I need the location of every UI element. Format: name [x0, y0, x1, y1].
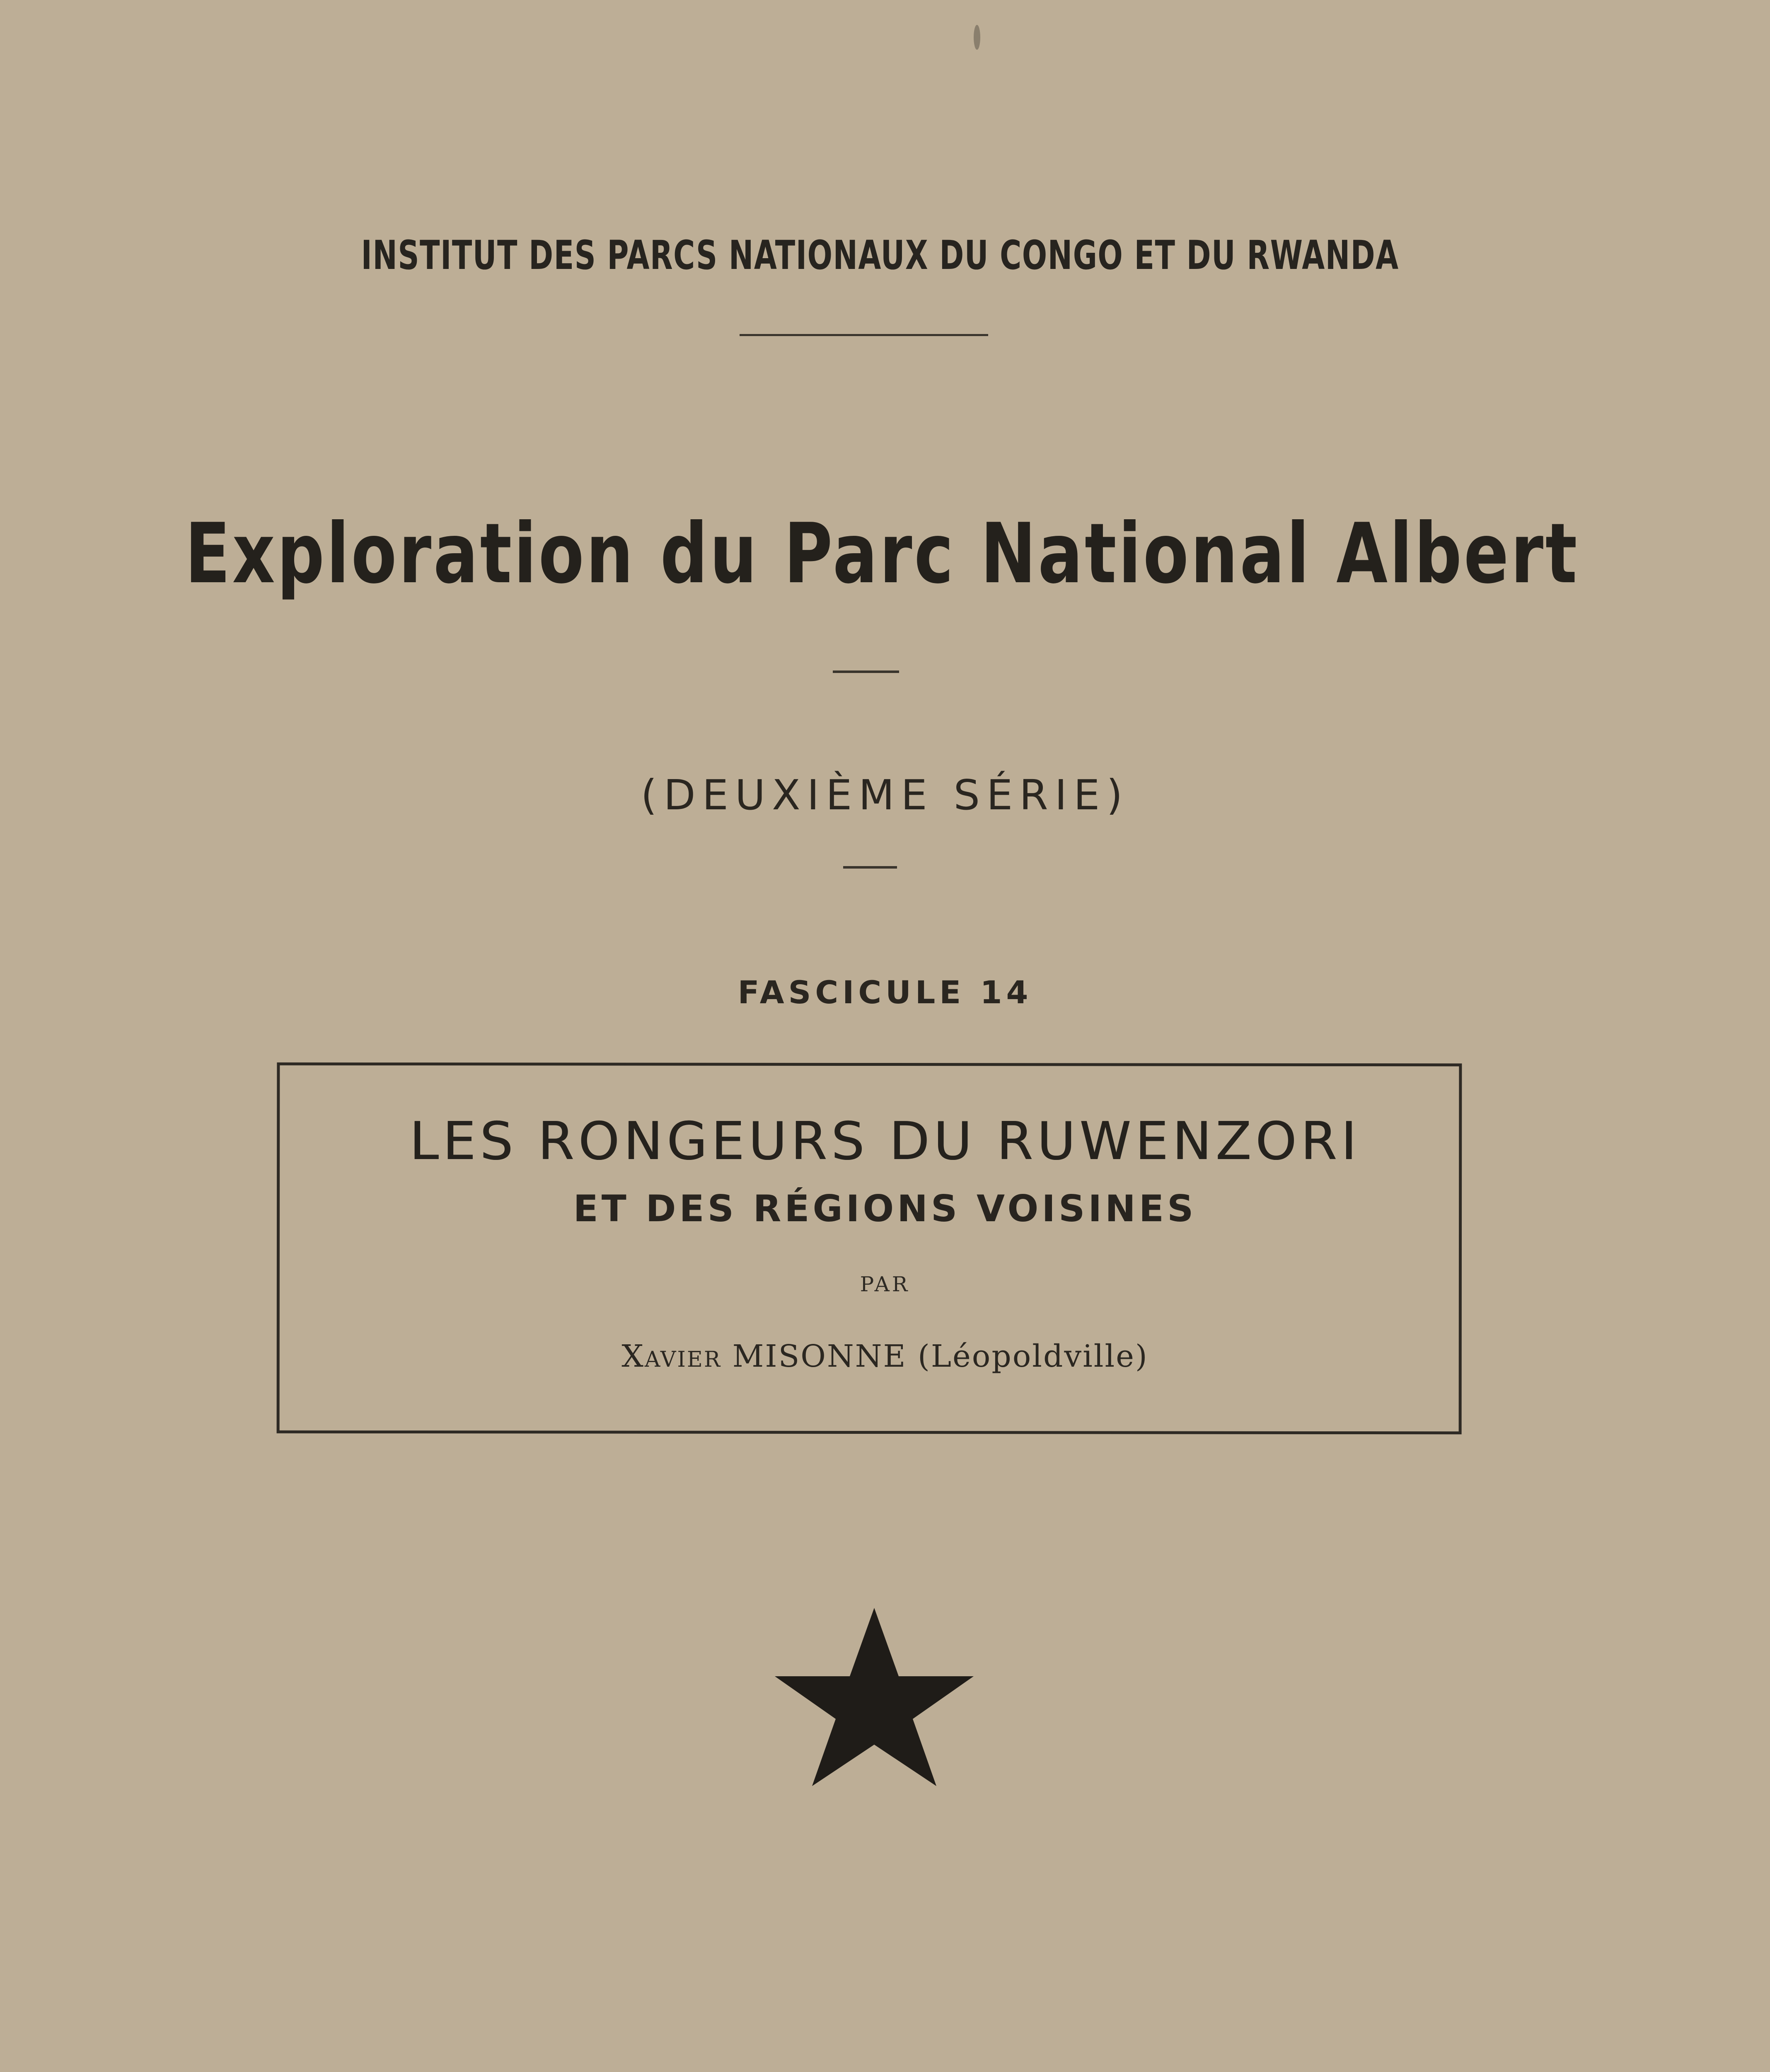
author-line	[0, 1339, 1770, 1374]
divider-rule	[740, 334, 988, 336]
author-last-name: MISONNE	[732, 1339, 907, 1374]
work-subtitle: ET DES RÉGIONS VOISINES	[573, 1187, 1197, 1230]
institute-name: INSTITUT DES PARCS NATIONAUX DU CONGO ET DU RWANDA	[361, 232, 1399, 278]
divider-rule	[833, 670, 899, 673]
author-place: (Léopoldville)	[918, 1339, 1149, 1374]
series-subtitle: (DEUXIÈME SÉRIE)	[641, 771, 1129, 819]
series-title: Exploration du Parc National Albert	[185, 506, 1579, 602]
by-label: PAR	[860, 1272, 910, 1296]
star-icon	[771, 1608, 978, 1790]
work-title: LES RONGEURS DU RUWENZORI	[409, 1111, 1361, 1172]
fascicule-number: FASCICULE 14	[738, 974, 1032, 1011]
paper-stain	[974, 25, 980, 50]
divider-rule	[843, 866, 897, 869]
author-first-name: Xavier	[621, 1339, 722, 1374]
